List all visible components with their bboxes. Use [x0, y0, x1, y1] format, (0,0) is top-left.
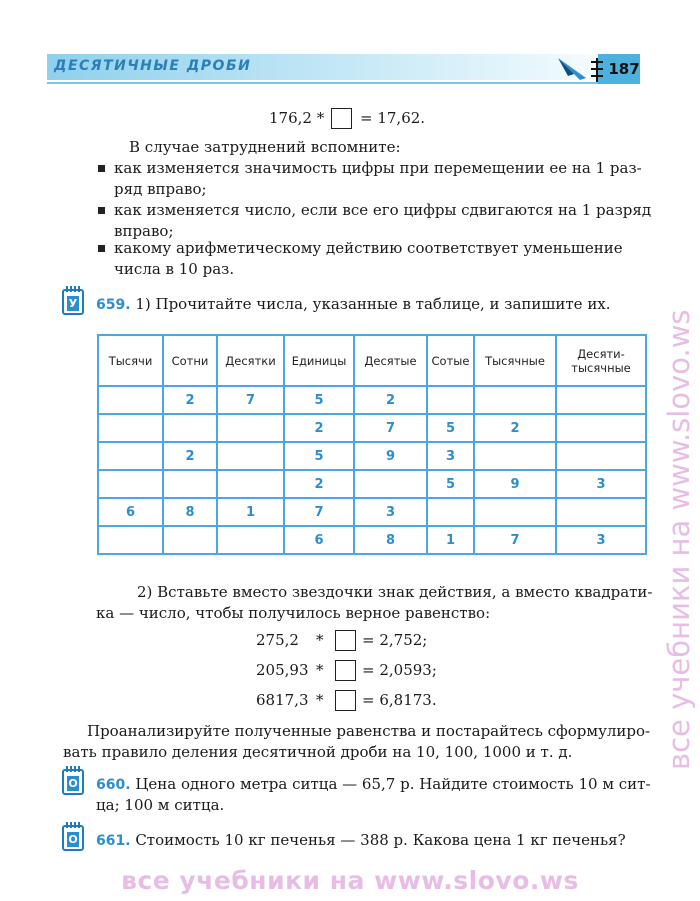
- table-cell: 8: [163, 498, 217, 526]
- equation-1-op: *: [316, 631, 324, 649]
- task-type-icon: У: [62, 289, 84, 315]
- table-cell: 7: [284, 498, 354, 526]
- task-659-line: [96, 294, 611, 316]
- pen-icon: [556, 56, 590, 82]
- task-type-icon: О: [62, 825, 84, 851]
- place-value-table: [97, 334, 647, 555]
- bullet-marker: [98, 245, 105, 252]
- header-cell: [556, 335, 646, 386]
- table-cell: [354, 470, 427, 498]
- table-cell: [427, 498, 474, 526]
- bullet-marker: [98, 165, 105, 172]
- table-row: [98, 414, 646, 442]
- header-cell: Сотни: [163, 335, 217, 386]
- task-number: 660.: [96, 777, 131, 793]
- table-cell: 6: [98, 498, 163, 526]
- bullet-2-line1: как изменяется число, если все его цифры сдвигаются на 1 разряд: [114, 201, 652, 219]
- watermark-vertical: [662, 70, 698, 770]
- table-cell: [98, 386, 163, 414]
- table-cell: [98, 442, 163, 470]
- equation-3-right: = 6,8173.: [362, 691, 437, 709]
- table-cell: 2: [474, 414, 556, 442]
- table-cell: 1: [217, 498, 284, 526]
- header-cell: Десятки: [217, 335, 284, 386]
- table-cell: 8: [354, 526, 427, 554]
- table-cell: [556, 414, 646, 442]
- bullet-marker: [98, 207, 105, 214]
- watermark-bottom: все учебники на www.slovo.ws: [121, 866, 579, 895]
- table-cell: [217, 526, 284, 554]
- table-cell: [98, 414, 163, 442]
- intro-equation-left: 176,2 *: [269, 109, 325, 127]
- answer-box: [335, 660, 356, 681]
- table-cell: [474, 442, 556, 470]
- table-header-row: [98, 335, 646, 386]
- equation-1-left: 275,2: [256, 631, 299, 649]
- equation-1-right: = 2,752;: [362, 631, 428, 649]
- part2-line2: ка — число, чтобы получилось верное равенство:: [96, 604, 491, 622]
- task-text: Стоимость 10 кг печенья — 388 р. Какова цена 1 кг печенья?: [135, 831, 626, 849]
- table-cell: 2: [284, 470, 354, 498]
- task-number: 659.: [96, 297, 131, 313]
- table-cell: [474, 386, 556, 414]
- page-number-box: [598, 54, 640, 84]
- table-cell: 3: [354, 498, 427, 526]
- table-cell: 2: [163, 442, 217, 470]
- header-cell: Единицы: [284, 335, 354, 386]
- table-cell: [556, 498, 646, 526]
- hint-lead: В случае затруднений вспомните:: [129, 138, 401, 156]
- table-cell: 7: [217, 386, 284, 414]
- table-cell: [163, 414, 217, 442]
- header-cell: Сотые: [427, 335, 474, 386]
- table-cell: 5: [284, 442, 354, 470]
- bullet-1-line1: как изменяется значимость цифры при перемещении ее на 1 раз-: [114, 159, 642, 177]
- table-cell: 7: [354, 414, 427, 442]
- table-cell: [217, 470, 284, 498]
- equation-3-left: 6817,3: [256, 691, 309, 709]
- page-number: 187: [608, 60, 640, 78]
- table-cell: 7: [474, 526, 556, 554]
- table-cell: 5: [427, 414, 474, 442]
- bullet-1-line2: ряд вправо;: [114, 180, 207, 198]
- table-cell: [163, 470, 217, 498]
- header-rule: [47, 82, 630, 84]
- bullet-3-line1: какому арифметическому действию соответствует уменьшение: [114, 239, 623, 257]
- table-cell: [474, 498, 556, 526]
- table-cell: [556, 386, 646, 414]
- table-cell: 9: [474, 470, 556, 498]
- answer-box: [335, 690, 356, 711]
- equation-2-left: 205,93: [256, 661, 309, 679]
- table-cell: 5: [427, 470, 474, 498]
- task-660-line2: ца; 100 м ситца.: [96, 796, 225, 814]
- table-cell: [556, 442, 646, 470]
- analysis-line2: вать правило деления десятичной дроби на 10, 100, 1000 и т. д.: [63, 743, 573, 761]
- task-text: 1) Прочитайте числа, указанные в таблице, и запишите их.: [135, 295, 611, 313]
- table-cell: 3: [556, 470, 646, 498]
- table-cell: [98, 526, 163, 554]
- equation-3-op: *: [316, 691, 324, 709]
- table-cell: 1: [427, 526, 474, 554]
- table-cell: [217, 414, 284, 442]
- bullet-3-line2: числа в 10 раз.: [114, 260, 235, 278]
- equation-2-op: *: [316, 661, 324, 679]
- part2-line1: 2) Вставьте вместо звездочки знак действия, а вместо квадрати-: [137, 583, 653, 601]
- header-line: Десяти-: [577, 346, 625, 361]
- watermark-vertical-text: все учебники на www.slovo.ws: [662, 309, 696, 770]
- table-cell: 2: [163, 386, 217, 414]
- table-cell: [427, 386, 474, 414]
- section-title: ДЕСЯТИЧНЫЕ ДРОБИ: [54, 58, 252, 74]
- table-cell: 3: [556, 526, 646, 554]
- table-row: [98, 470, 646, 498]
- task-number: 661.: [96, 833, 131, 849]
- header-cell: Десятые: [354, 335, 427, 386]
- table-row: [98, 386, 646, 414]
- equation-2-right: = 2,0593;: [362, 661, 437, 679]
- table-cell: [217, 442, 284, 470]
- table-row: [98, 526, 646, 554]
- table-row: [98, 442, 646, 470]
- header-cell: Тысячи: [98, 335, 163, 386]
- table-cell: 9: [354, 442, 427, 470]
- table-cell: 5: [284, 386, 354, 414]
- task-661-line1: [96, 830, 626, 852]
- table-cell: 2: [354, 386, 427, 414]
- table-cell: 6: [284, 526, 354, 554]
- task-type-icon: О: [62, 769, 84, 795]
- table-cell: [98, 470, 163, 498]
- table-row: [98, 498, 646, 526]
- answer-box: [331, 108, 352, 129]
- header-cell: Тысячные: [474, 335, 556, 386]
- table-cell: [163, 526, 217, 554]
- task-660-line1: [96, 774, 651, 796]
- answer-box: [335, 630, 356, 651]
- analysis-line1: Проанализируйте полученные равенства и постарайтесь сформулиро-: [87, 722, 651, 740]
- table-cell: 3: [427, 442, 474, 470]
- intro-equation-right: = 17,62.: [360, 109, 426, 127]
- header-line: тысячные: [571, 360, 631, 375]
- task-text: Цена одного метра ситца — 65,7 р. Найдите стоимость 10 м сит-: [135, 775, 651, 793]
- table-cell: 2: [284, 414, 354, 442]
- bullet-2-line2: вправо;: [114, 222, 174, 240]
- spiral-icon: [590, 56, 604, 84]
